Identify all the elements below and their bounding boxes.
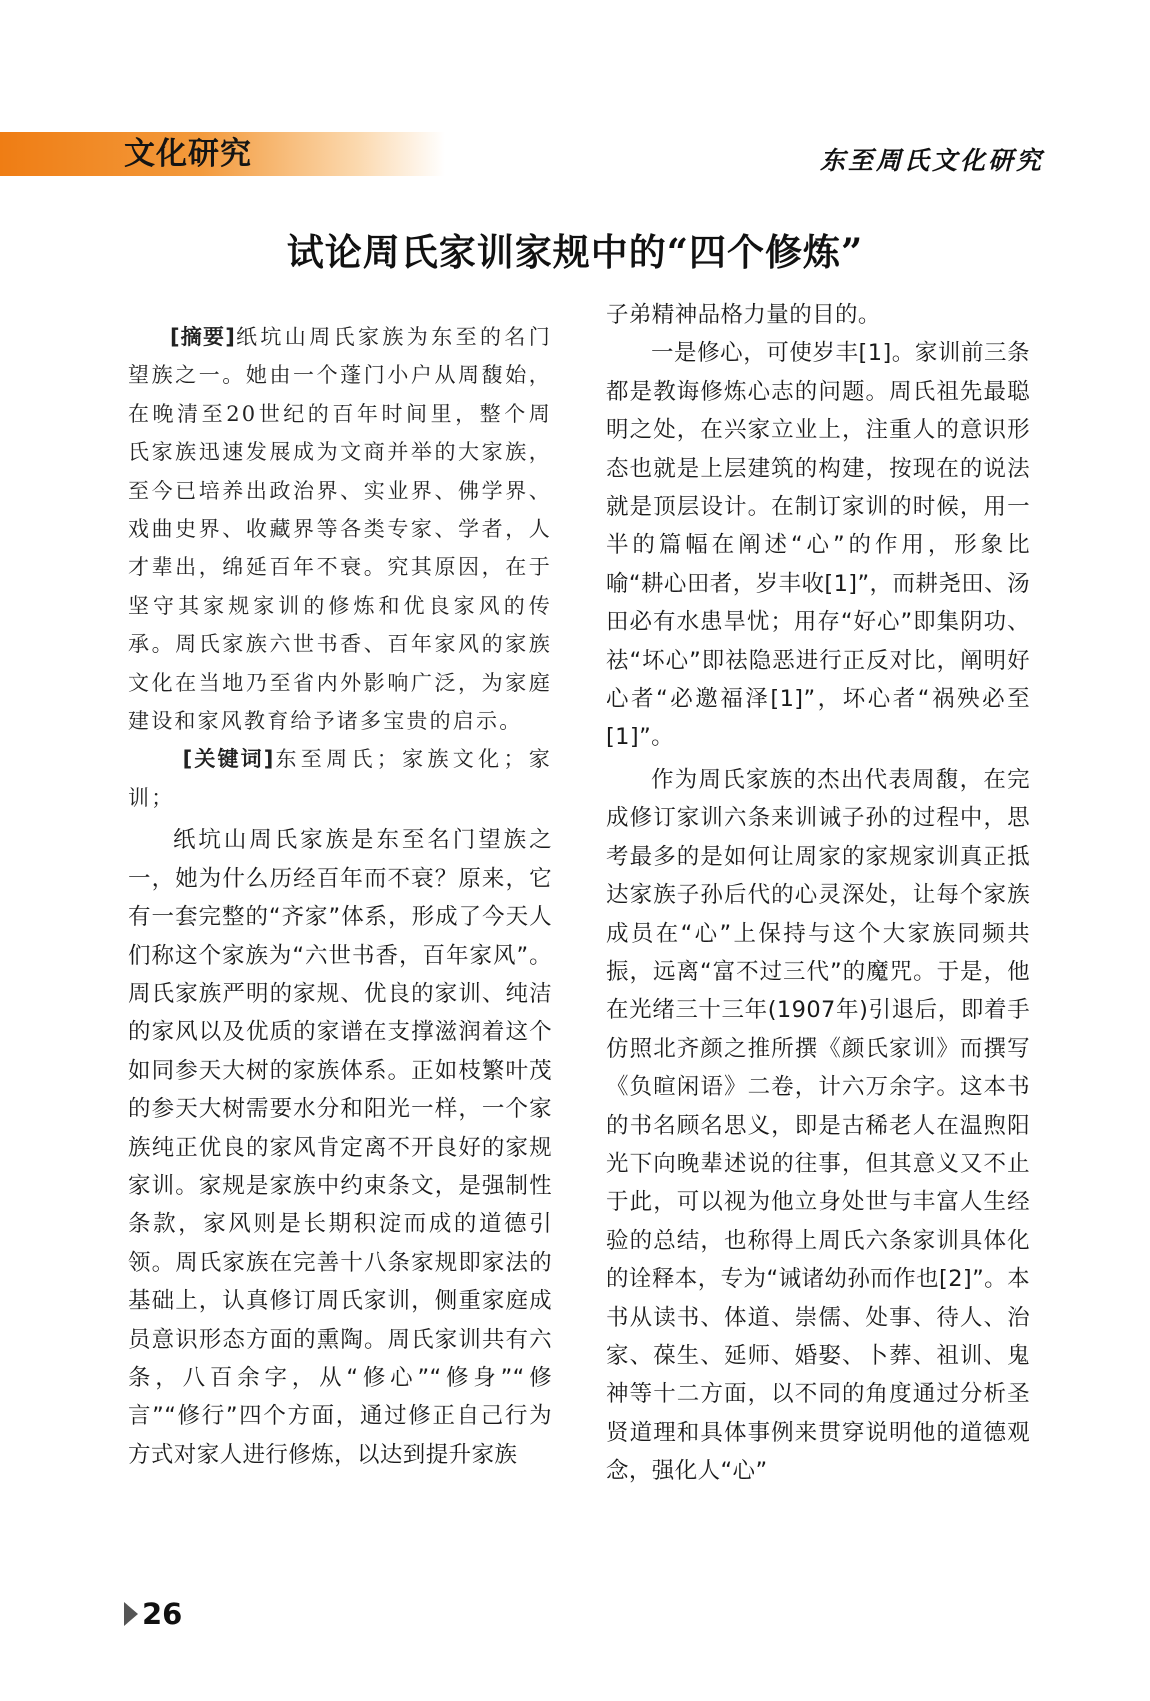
article-title: 试论周氏家训家规中的“四个修炼”: [286, 230, 864, 274]
page-arrow-icon: [124, 1602, 138, 1626]
abstract: [128, 318, 552, 740]
body-paragraph: 纸坑山周氏家族是东至名门望族之一，她为什么历经百年而不衰？原来，它有一套完整的“齐家”体系，形成了今天人们称这个家族为“六世书香，百年家风”。周氏家族严明的家规、优良的家训、纯洁的家风以及优质的家谱在支撑滋润着这个如同参天大树的家族体系。正如枝繁叶茂的参天大树需要水分和阳光一样，一个家族纯正优良的家风肯定离不开良好的家规家训。家规是家族中约束条文，是强制性条款，家风则是长期积淀而成的道德引领。周氏家族在完善十八条家规即家法的基础上，认真修订周氏家训，侧重家庭成员意识形态方面的熏陶。周氏家训共有六条，八百余字，从“修心”“修身”“修言”“修行”四个方面，通过修正自己行为方式对家人进行修炼，以达到提升家族: [128, 827, 552, 1468]
page-number: 26: [142, 1597, 183, 1631]
body-paragraph-continuation: 子弟精神品格力量的目的。: [606, 302, 881, 328]
keywords-label: [关键词]: [182, 747, 274, 772]
keywords-text: 东至周氏；家族文化；家训；: [128, 747, 552, 810]
left-column: [128, 318, 552, 1474]
abstract-label: [摘要]: [170, 325, 235, 349]
section-label: 文化研究: [124, 136, 252, 172]
abstract-text: 纸坑山周氏家族为东至的名门望族之一。她由一个蓬门小户从周馥始，在晚清至20世纪的百年时间里，整个周氏家族迅速发展成为文商并举的大家族，至今已培养出政治界、实业界、佛学界、戏曲史界、收藏界等各类专家、学者，人才辈出，绵延百年不衰。究其原因，在于坚守其家规家训的修炼和优良家风的传承。周氏家族六世书香、百年家风的家族文化在当地乃至省内外影响广泛，为家庭建设和家风教育给予诸多宝贵的启示。: [128, 325, 552, 734]
body-paragraph: 作为周氏家族的杰出代表周馥，在完成修订家训六条来训诫子孙的过程中，思考最多的是如何让周家的家规家训真正抵达家族子孙后代的心灵深处，让每个家族成员在“心”上保持与这个大家族同频共振，远离“富不过三代”的魔咒。于是，他在光绪三十三年(1907年)引退后，即着手仿照北齐颜之推所撰《颜氏家训》而撰写《负暄闲语》二卷，计六万余字。这本书的书名顾名思义，即是古稀老人在温煦阳光下向晚辈述说的往事，但其意义又不止于此，可以视为他立身处世与丰富人生经验的总结，也称得上周氏六条家训具体化的诠释本，专为“诫诸幼孙而作也[2]”。本书从读书、体道、崇儒、处事、待人、治家、葆生、延师、婚娶、卜葬、祖训、鬼神等十二方面，以不同的角度通过分析圣贤道理和具体事例来贯穿说明他的道德观念，强化人“心”: [606, 766, 1030, 1485]
page-marker: [124, 1594, 182, 1634]
right-column: [606, 296, 1030, 1491]
body-paragraph: 一是修心，可使岁丰[1]。家训前三条都是教诲修炼心志的问题。周氏祖先最聪明之处，在兴家立业上，注重人的意识形态也就是上层建筑的构建，按现在的说法就是顶层设计。在制订家训的时候，用一半的篇幅在阐述“心”的作用，形象比喻“耕心田者，岁丰收[1]”，而耕尧田、汤田必有水患旱忧；用存“好心”即集阴功、祛“坏心”即祛隐恶进行正反对比，阐明好心者“必邀福泽[1]”，坏心者“祸殃必至[1]”。: [606, 340, 1030, 751]
journal-name: 东至周氏文化研究: [819, 146, 1044, 175]
keywords: [128, 740, 552, 817]
